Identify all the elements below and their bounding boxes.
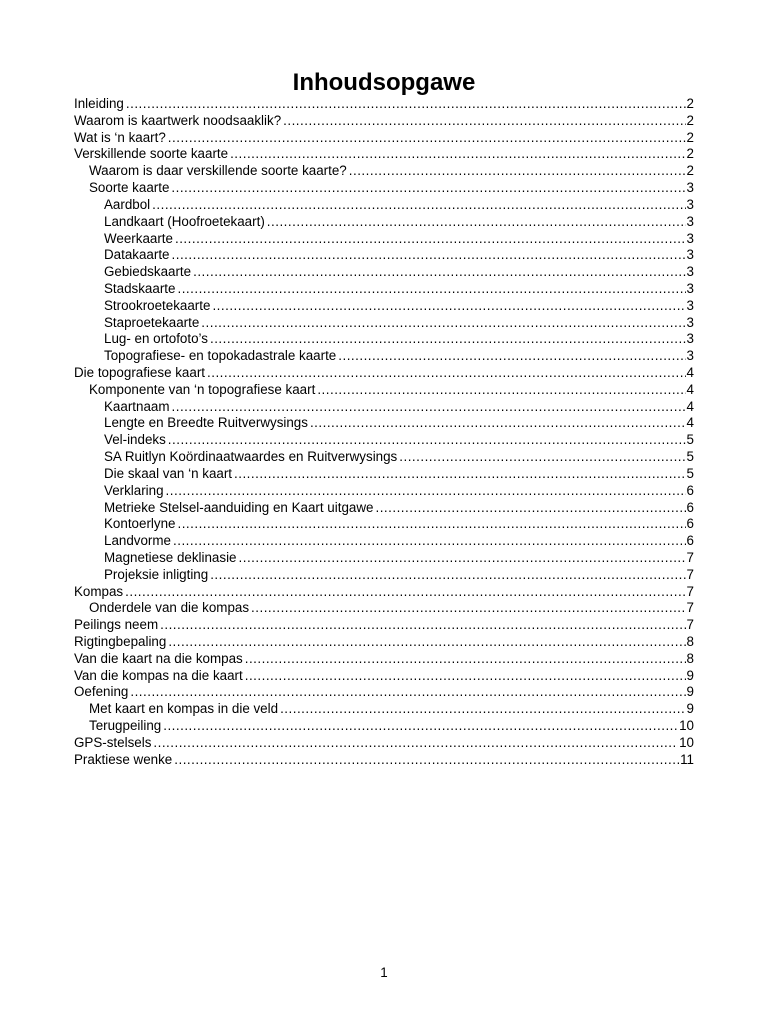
toc-entry-title: Staproetekaarte: [104, 314, 200, 330]
toc-entry[interactable]: [74, 617, 694, 634]
toc-entry[interactable]: [74, 752, 694, 769]
toc-dot-leader: [201, 315, 685, 332]
toc-entry-title: Gebiedskaarte: [104, 264, 192, 280]
toc-entry-page: 3: [686, 280, 694, 296]
toc-entry[interactable]: [74, 415, 694, 432]
toc-entry-title: Datakaarte: [104, 247, 170, 263]
toc-dot-leader: [126, 96, 686, 113]
toc-entry-page: 6: [686, 499, 694, 515]
toc-entry[interactable]: [74, 298, 694, 315]
page-title: Inhoudsopgawe: [292, 69, 476, 96]
toc-entry[interactable]: [74, 96, 694, 113]
toc-entry-page: 3: [686, 213, 694, 229]
toc-entry[interactable]: [74, 214, 694, 231]
toc-dot-leader: [163, 718, 678, 735]
toc-entry-page: 11: [680, 751, 694, 767]
toc-entry-title: Die skaal van ‘n kaart: [104, 465, 233, 481]
toc-entry-title: Komponente van ‘n topografiese kaart: [89, 381, 316, 397]
toc-entry-title: Stadskaarte: [104, 280, 176, 296]
toc-entry-title: Weerkaarte: [104, 230, 173, 246]
toc-entry[interactable]: [74, 550, 694, 567]
toc-dot-leader: [375, 500, 685, 517]
toc-dot-leader: [160, 617, 685, 634]
toc-entry[interactable]: [74, 247, 694, 264]
toc-entry-page: 6: [686, 516, 694, 532]
toc-entry-page: 6: [686, 533, 694, 549]
toc-entry-page: 2: [686, 129, 694, 145]
toc-entry-title: Topografiese- en topokadastrale kaarte: [104, 348, 337, 364]
toc-dot-leader: [193, 264, 685, 281]
toc-entry[interactable]: [74, 634, 694, 651]
toc-entry[interactable]: [74, 180, 694, 197]
page-number: 1: [380, 965, 388, 980]
toc-entry[interactable]: [74, 718, 694, 735]
toc-dot-leader: [310, 415, 686, 432]
toc-entry-title: Magnetiese deklinasie: [104, 549, 237, 565]
toc-dot-leader: [317, 382, 685, 399]
toc-entry-page: 4: [686, 381, 694, 397]
toc-dot-leader: [338, 348, 685, 365]
toc-entry-page: 3: [686, 331, 694, 347]
toc-entry-page: 2: [686, 112, 694, 128]
toc-entry-page: 10: [679, 718, 694, 734]
toc-entry-title: Aardbol: [104, 196, 151, 212]
toc-entry-page: 5: [686, 465, 694, 481]
toc-entry-page: 3: [686, 196, 694, 212]
toc-dot-leader: [251, 600, 686, 617]
toc-entry-title: Wat is ‘n kaart?: [74, 129, 166, 145]
table-of-contents: [74, 96, 694, 769]
toc-dot-leader: [230, 146, 685, 163]
toc-dot-leader: [210, 567, 685, 584]
toc-entry-title: Landkaart (Hoofroetekaart): [104, 213, 265, 229]
toc-entry-title: Waarom is kaartwerk noodsaaklik?: [74, 112, 282, 128]
toc-entry-title: Waarom is daar verskillende soorte kaarte?: [89, 163, 347, 179]
toc-entry-title: Soorte kaarte: [89, 180, 170, 196]
toc-entry-page: 7: [686, 549, 694, 565]
toc-dot-leader: [177, 281, 685, 298]
toc-dot-leader: [267, 214, 686, 231]
toc-entry-title: Landvorme: [104, 533, 171, 549]
toc-dot-leader: [212, 298, 685, 315]
toc-entry-page: 3: [686, 230, 694, 246]
toc-entry[interactable]: [74, 113, 694, 130]
toc-entry[interactable]: [74, 365, 694, 382]
toc-dot-leader: [234, 466, 686, 483]
toc-entry-title: Projeksie inligting: [104, 566, 209, 582]
toc-entry[interactable]: [74, 651, 694, 668]
toc-entry[interactable]: [74, 668, 694, 685]
toc-entry[interactable]: [74, 533, 694, 550]
toc-entry[interactable]: [74, 130, 694, 147]
toc-entry-title: Rigtingbepaling: [74, 634, 167, 649]
toc-entry[interactable]: [74, 432, 694, 449]
toc-entry[interactable]: [74, 684, 694, 701]
toc-entry-page: 7: [686, 617, 694, 633]
toc-entry[interactable]: [74, 197, 694, 214]
toc-entry-title: Terugpeiling: [89, 718, 162, 734]
toc-dot-leader: [280, 701, 685, 718]
toc-entry-page: 7: [686, 566, 694, 582]
toc-entry-title: Van die kompas na die kaart: [74, 667, 243, 683]
toc-dot-leader: [168, 432, 686, 449]
toc-entry[interactable]: [74, 264, 694, 281]
toc-entry-title: Kaartnaam: [104, 398, 170, 414]
toc-entry-page: 9: [686, 667, 694, 683]
toc-entry[interactable]: [74, 483, 694, 500]
toc-entry-page: 2: [686, 163, 694, 179]
toc-entry-title: Metrieke Stelsel-aanduiding en Kaart uitgawe: [104, 499, 374, 515]
toc-entry[interactable]: [74, 584, 694, 601]
toc-entry[interactable]: [74, 516, 694, 533]
toc-entry[interactable]: [74, 399, 694, 416]
toc-entry-title: Verklaring: [104, 482, 164, 498]
toc-entry-title: Inleiding: [74, 96, 124, 111]
toc-entry-page: 10: [679, 734, 694, 750]
toc-entry[interactable]: [74, 331, 694, 348]
toc-entry[interactable]: [74, 382, 694, 399]
toc-entry[interactable]: [74, 701, 694, 718]
toc-dot-leader: [239, 550, 686, 567]
toc-entry[interactable]: [74, 735, 694, 752]
toc-dot-leader: [173, 533, 686, 550]
toc-dot-leader: [210, 331, 686, 348]
toc-dot-leader: [166, 483, 686, 500]
toc-entry-page: 9: [686, 684, 694, 700]
toc-dot-leader: [153, 735, 678, 752]
toc-entry-page: 3: [686, 348, 694, 364]
toc-entry-page: 3: [686, 297, 694, 313]
toc-entry[interactable]: [74, 348, 694, 365]
toc-entry-page: 4: [686, 398, 694, 414]
toc-entry-title: Lug- en ortofoto’s: [104, 331, 208, 347]
toc-entry[interactable]: [74, 567, 694, 584]
toc-entry-page: 5: [686, 449, 694, 465]
toc-dot-leader: [130, 684, 685, 701]
toc-entry-page: 7: [686, 600, 694, 616]
toc-entry-page: 4: [686, 365, 694, 380]
toc-dot-leader: [168, 130, 686, 147]
toc-entry-title: Kontoerlyne: [104, 516, 176, 532]
toc-entry-page: 4: [686, 415, 694, 431]
toc-entry-title: Oefening: [74, 684, 129, 700]
toc-entry-title: GPS-stelsels: [74, 734, 152, 750]
toc-entry[interactable]: [74, 231, 694, 248]
toc-entry-title: SA Ruitlyn Koördinaatwaardes en Ruitverwysings: [104, 449, 398, 465]
toc-entry[interactable]: [74, 466, 694, 483]
toc-dot-leader: [171, 180, 685, 197]
toc-entry-title: Kompas: [74, 583, 124, 599]
toc-entry[interactable]: [74, 500, 694, 517]
toc-entry-title: Praktiese wenke: [74, 751, 173, 767]
toc-entry-page: 8: [686, 634, 694, 649]
toc-entry-page: 3: [686, 180, 694, 196]
toc-entry-page: 3: [686, 264, 694, 280]
toc-entry-title: Onderdele van die kompas: [89, 600, 250, 616]
toc-entry[interactable]: [74, 600, 694, 617]
toc-entry-page: 5: [686, 432, 694, 448]
toc-entry-title: Van die kaart na die kompas: [74, 650, 243, 666]
toc-entry-title: Die topografiese kaart: [74, 365, 206, 380]
toc-entry-title: Peilings neem: [74, 617, 159, 633]
toc-dot-leader: [399, 449, 685, 466]
toc-dot-leader: [174, 752, 679, 769]
toc-entry-page: 6: [686, 482, 694, 498]
toc-dot-leader: [175, 231, 686, 248]
toc-dot-leader: [245, 651, 686, 668]
toc-entry-page: 3: [686, 314, 694, 330]
toc-dot-leader: [125, 584, 685, 601]
toc-entry-title: Met kaart en kompas in die veld: [89, 701, 279, 717]
toc-dot-leader: [177, 516, 685, 533]
toc-entry-page: 7: [686, 583, 694, 599]
toc-entry-title: Vel-indeks: [104, 432, 166, 448]
toc-dot-leader: [245, 668, 686, 685]
toc-entry-page: 3: [686, 247, 694, 263]
toc-entry-page: 9: [686, 701, 694, 717]
toc-entry[interactable]: [74, 163, 694, 180]
toc-dot-leader: [152, 197, 685, 214]
toc-entry[interactable]: [74, 146, 694, 163]
toc-entry-title: Verskillende soorte kaarte: [74, 146, 229, 162]
toc-dot-leader: [283, 113, 685, 130]
toc-entry[interactable]: [74, 281, 694, 298]
toc-entry[interactable]: [74, 315, 694, 332]
toc-entry-page: 2: [686, 96, 694, 111]
toc-entry[interactable]: [74, 449, 694, 466]
toc-entry-title: Lengte en Breedte Ruitverwysings: [104, 415, 308, 431]
toc-entry-page: 2: [686, 146, 694, 162]
toc-dot-leader: [207, 365, 686, 382]
toc-dot-leader: [168, 634, 685, 651]
toc-dot-leader: [172, 399, 686, 416]
toc-dot-leader: [172, 247, 686, 264]
toc-entry-page: 8: [686, 650, 694, 666]
toc-dot-leader: [349, 163, 686, 180]
toc-entry-title: Strookroetekaarte: [104, 297, 211, 313]
